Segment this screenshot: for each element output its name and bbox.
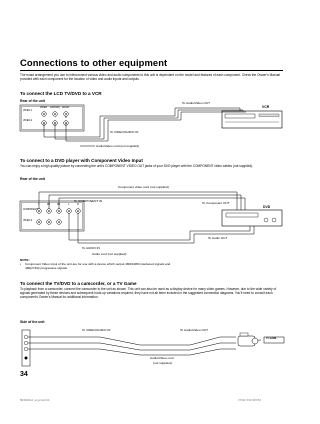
dvd-jack-pb: PB [47,204,51,206]
camcorder-side-label: Side of the unit [20,320,45,324]
vcr-to-video-audio-in: To VIDEO/AUDIO IN [110,130,139,134]
side-panel [22,330,30,366]
vcr-heading: To connect the LCD TV/DVD to a VCR [20,91,102,96]
dvd-rear-label: Rear of the unit [20,177,45,181]
page-number: 34 [20,371,28,378]
dvd-rear-panel [20,201,84,231]
dvd-jack-pr: PR [57,204,61,206]
vcr-jack-label-r: R [65,117,67,119]
intro-text: The exact arrangement you use to interconnect various video and audio components to this unit is dependent on the model and features of each component. Check the Owner's Manual provided with each component for the location of video and audio inputs and outputs. [20,73,281,82]
camcorder-device [238,333,258,346]
camcorder-to-video-audio-in: To VIDEO/AUDIO IN [82,328,111,332]
vcr-cable-label: Audio/Video cord (not supplied) [96,144,140,148]
camcorder-cables [28,337,236,355]
camcorder-or-text: or [258,338,261,342]
vcr-device-label: VCR [262,105,270,109]
dvd-note-title: NOTE: [20,258,30,262]
dvd-audio-cord: Audio cord (not supplied) [92,252,127,256]
dvd-to-audio-in: To AUDIO IN [82,246,100,250]
dvd-heading: To connect to a DVD player with Component Video Input [20,158,143,163]
camcorder-heading: To connect the TV/DVD to a camcorder, or a TV Game [20,281,137,286]
dvd-component-cord: Component video cord (not supplied) [118,185,169,189]
dvd-jack-y: Y [38,204,40,206]
dvd-device [222,210,282,226]
dvd-note-text: Component Video input of the unit are for use with a device which output 480i/1080i interlaced signals and 480p/720p progressive signals. [25,262,171,270]
footer-timestamp: 7/6/11 5:52:08 PM [238,398,261,402]
note-bullet-icon: • [20,262,22,266]
vcr-to-audio-video-out: To Audio/Video OUT [182,101,210,105]
page-title: Connections to other equipment [20,57,168,68]
vcr-rear-label: Rear of the unit [20,99,45,103]
vcr-jack-label-video: VIDEO [40,107,48,109]
dvd-to-audio-out: To Audio OUT [208,236,228,240]
dvd-device-label: DVD [263,205,271,209]
footer-file: 5R20201A_eng.indd 34 [20,398,50,402]
dvd-to-component-out: To Component OUT [202,201,230,205]
vcr-panel-video2: VIDEO-2 [23,120,33,122]
dvd-panel-video2: VIDEO-2 [23,220,33,222]
dvd-panel-component: COMPONENT [23,209,38,211]
camcorder-desc: To playback from a camcorder, connect the camcorder to the unit as shown. This unit can also be used as a display device for many video games. However, due to the wide variety of signals generated by these devices and subsequent hook-up variations required, they have not all been included in the suggested connection diagrams. You'll need to consult each component's Owner's Manual for additional information. [20,287,277,300]
dvd-jack-l: L [68,204,70,206]
dvd-jack-r: R [77,204,79,206]
tv-game-label: TV GAME [266,338,277,340]
vcr-jack-label-l: L(MONO) [50,107,60,109]
vcr-device [222,111,282,128]
dvd-to-component-in: To COMPONENT IN [74,199,103,203]
camcorder-cable-label-1: Audio/Video cord [150,356,174,360]
dvd-desc: You can enjoy a high quality picture by connecting the unit's COMPONENT VIDEO OUT jacks of your DVD player with the COMPONENT video cables (not supplied). [20,164,254,168]
vcr-panel-audio: AUDIO [62,107,70,109]
vcr-panel-video1: VIDEO-1 [23,110,33,112]
camcorder-cable-label-2: (not supplied) [153,361,172,365]
camcorder-to-audio-video-out: To Audio/Video OUT [180,328,208,332]
